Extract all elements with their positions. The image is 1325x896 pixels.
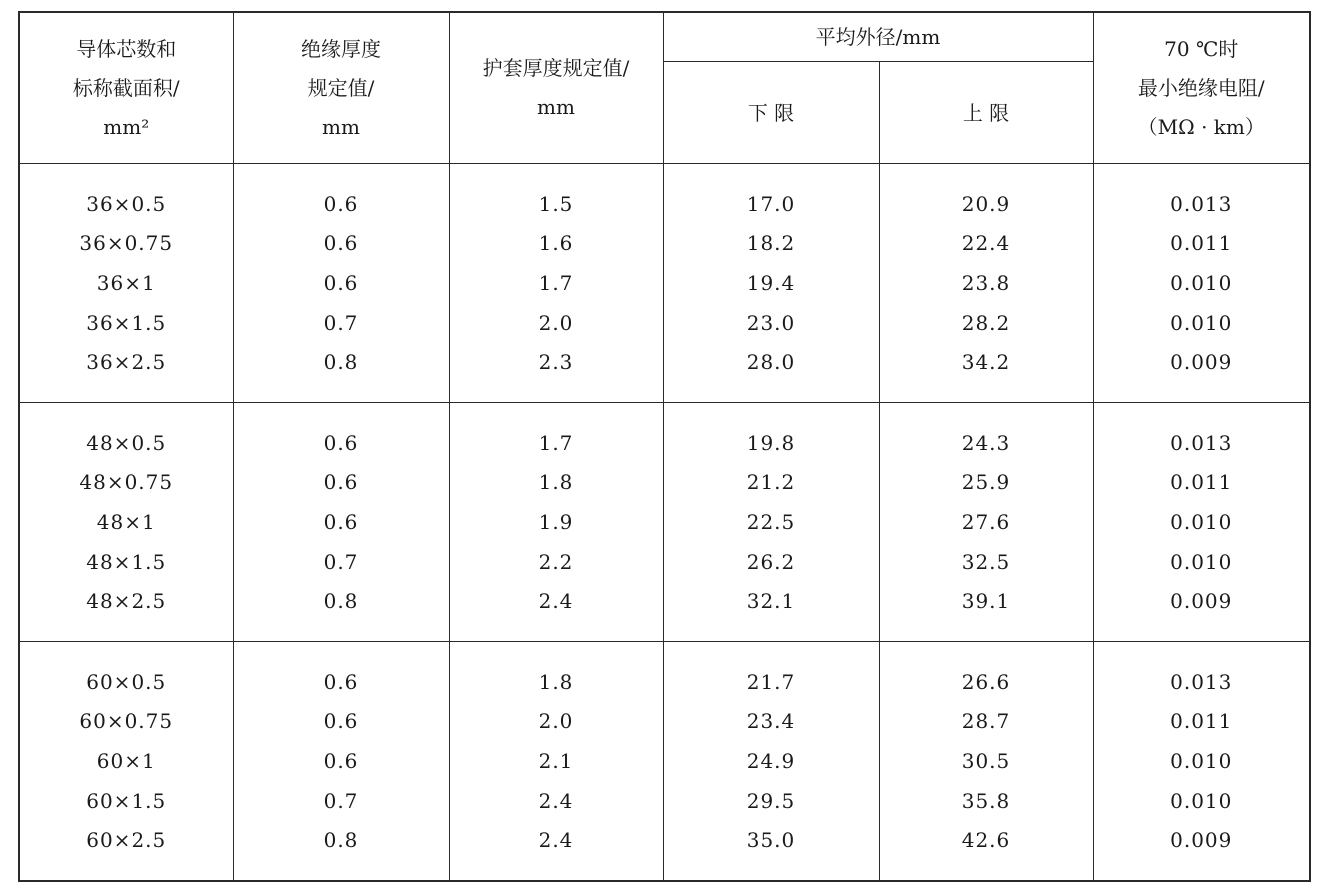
cell-insulation: 0.6	[233, 224, 449, 264]
cell-sheath: 1.7	[449, 263, 663, 303]
cell-sheath: 1.9	[449, 502, 663, 542]
row-group-36-core	[19, 164, 1310, 403]
table-row	[19, 542, 1310, 582]
header-conductor-count-area	[19, 12, 233, 164]
cell-resistance: 0.010	[1093, 303, 1310, 343]
cell-conductor: 48×1	[19, 502, 233, 542]
header-text: 导体芯数和	[76, 36, 177, 61]
cell-lower-limit: 19.8	[663, 402, 879, 462]
cell-insulation: 0.7	[233, 542, 449, 582]
cell-lower-limit: 19.4	[663, 263, 879, 303]
table-row	[19, 641, 1310, 701]
cell-conductor: 36×0.75	[19, 224, 233, 264]
row-group-48-core	[19, 402, 1310, 641]
table-row	[19, 820, 1310, 881]
cell-conductor: 36×1	[19, 263, 233, 303]
cell-insulation: 0.8	[233, 581, 449, 641]
cell-sheath: 2.1	[449, 741, 663, 781]
cell-upper-limit: 35.8	[879, 781, 1093, 821]
cell-resistance: 0.010	[1093, 263, 1310, 303]
cell-resistance: 0.013	[1093, 641, 1310, 701]
cell-upper-limit: 30.5	[879, 741, 1093, 781]
header-text: 标称截面积/	[72, 75, 180, 100]
cell-conductor: 60×0.5	[19, 641, 233, 701]
cell-conductor: 60×0.75	[19, 702, 233, 742]
header-sheath-thickness	[449, 12, 663, 164]
row-group-60-core	[19, 641, 1310, 880]
cell-insulation: 0.8	[233, 820, 449, 881]
cell-lower-limit: 23.0	[663, 303, 879, 343]
cell-lower-limit: 23.4	[663, 702, 879, 742]
header-lower-limit: 下 限	[663, 62, 879, 164]
cell-resistance: 0.011	[1093, 702, 1310, 742]
cell-lower-limit: 32.1	[663, 581, 879, 641]
header-text: 护套厚度规定值/	[482, 56, 630, 80]
cell-lower-limit: 35.0	[663, 820, 879, 881]
header-unit: mm	[537, 95, 575, 119]
page-bottom-edge	[0, 886, 1325, 896]
cell-upper-limit: 23.8	[879, 263, 1093, 303]
cell-sheath: 2.3	[449, 342, 663, 402]
cell-insulation: 0.6	[233, 641, 449, 701]
cell-lower-limit: 21.2	[663, 463, 879, 503]
cell-conductor: 48×0.75	[19, 463, 233, 503]
cell-insulation: 0.6	[233, 702, 449, 742]
header-insulation-thickness	[233, 12, 449, 164]
header-text: 70 ℃时	[1164, 36, 1239, 61]
cell-upper-limit: 20.9	[879, 164, 1093, 224]
cell-conductor: 60×2.5	[19, 820, 233, 881]
cell-sheath: 2.4	[449, 820, 663, 881]
cell-lower-limit: 22.5	[663, 502, 879, 542]
header-text: 规定值/	[307, 75, 375, 100]
table-row	[19, 502, 1310, 542]
cell-upper-limit: 26.6	[879, 641, 1093, 701]
cell-resistance: 0.009	[1093, 342, 1310, 402]
header-text: 最小绝缘电阻/	[1137, 75, 1265, 100]
cell-sheath: 2.4	[449, 581, 663, 641]
cell-conductor: 36×2.5	[19, 342, 233, 402]
cable-spec-table	[18, 11, 1311, 882]
table-row	[19, 303, 1310, 343]
header-upper-limit: 上 限	[879, 62, 1093, 164]
table-row	[19, 463, 1310, 503]
cell-upper-limit: 27.6	[879, 502, 1093, 542]
cell-upper-limit: 34.2	[879, 342, 1093, 402]
cell-lower-limit: 17.0	[663, 164, 879, 224]
cell-sheath: 1.8	[449, 641, 663, 701]
table-row	[19, 224, 1310, 264]
cell-conductor: 48×1.5	[19, 542, 233, 582]
table-row	[19, 402, 1310, 462]
cell-insulation: 0.7	[233, 303, 449, 343]
table-row	[19, 781, 1310, 821]
cell-lower-limit: 18.2	[663, 224, 879, 264]
cell-insulation: 0.6	[233, 463, 449, 503]
header-unit: （MΩ · km）	[1137, 114, 1265, 139]
table-header	[19, 12, 1310, 164]
cell-lower-limit: 21.7	[663, 641, 879, 701]
cell-upper-limit: 22.4	[879, 224, 1093, 264]
header-min-insulation-resistance	[1093, 12, 1310, 164]
cell-upper-limit: 24.3	[879, 402, 1093, 462]
cell-resistance: 0.013	[1093, 402, 1310, 462]
cell-sheath: 2.0	[449, 702, 663, 742]
cell-upper-limit: 28.7	[879, 702, 1093, 742]
cell-sheath: 1.6	[449, 224, 663, 264]
cell-conductor: 48×0.5	[19, 402, 233, 462]
cell-resistance: 0.011	[1093, 463, 1310, 503]
cell-insulation: 0.8	[233, 342, 449, 402]
cell-insulation: 0.6	[233, 164, 449, 224]
cell-lower-limit: 26.2	[663, 542, 879, 582]
cell-sheath: 1.7	[449, 402, 663, 462]
cell-resistance: 0.010	[1093, 542, 1310, 582]
cell-resistance: 0.010	[1093, 502, 1310, 542]
cell-lower-limit: 28.0	[663, 342, 879, 402]
header-average-outer-diameter: 平均外径/mm	[663, 12, 1093, 62]
cell-sheath: 2.2	[449, 542, 663, 582]
cell-conductor: 36×1.5	[19, 303, 233, 343]
cell-conductor: 36×0.5	[19, 164, 233, 224]
cell-lower-limit: 24.9	[663, 741, 879, 781]
cell-resistance: 0.009	[1093, 581, 1310, 641]
cell-upper-limit: 39.1	[879, 581, 1093, 641]
table-row	[19, 263, 1310, 303]
header-text: 绝缘厚度	[301, 36, 381, 61]
table-row	[19, 741, 1310, 781]
cell-upper-limit: 32.5	[879, 542, 1093, 582]
cell-insulation: 0.6	[233, 402, 449, 462]
cell-resistance: 0.011	[1093, 224, 1310, 264]
cell-upper-limit: 42.6	[879, 820, 1093, 881]
header-unit: mm	[322, 114, 360, 139]
table-row	[19, 342, 1310, 402]
cell-resistance: 0.010	[1093, 741, 1310, 781]
cell-lower-limit: 29.5	[663, 781, 879, 821]
table-row	[19, 702, 1310, 742]
cell-sheath: 1.8	[449, 463, 663, 503]
cell-sheath: 1.5	[449, 164, 663, 224]
cell-conductor: 48×2.5	[19, 581, 233, 641]
header-unit: mm²	[103, 114, 150, 139]
cell-insulation: 0.6	[233, 502, 449, 542]
cell-conductor: 60×1	[19, 741, 233, 781]
table-row	[19, 581, 1310, 641]
table-row	[19, 164, 1310, 224]
cell-insulation: 0.6	[233, 263, 449, 303]
cell-conductor: 60×1.5	[19, 781, 233, 821]
cell-sheath: 2.0	[449, 303, 663, 343]
cell-insulation: 0.6	[233, 741, 449, 781]
cell-upper-limit: 25.9	[879, 463, 1093, 503]
cell-insulation: 0.7	[233, 781, 449, 821]
cell-resistance: 0.009	[1093, 820, 1310, 881]
cell-resistance: 0.013	[1093, 164, 1310, 224]
cell-resistance: 0.010	[1093, 781, 1310, 821]
cell-sheath: 2.4	[449, 781, 663, 821]
cell-upper-limit: 28.2	[879, 303, 1093, 343]
